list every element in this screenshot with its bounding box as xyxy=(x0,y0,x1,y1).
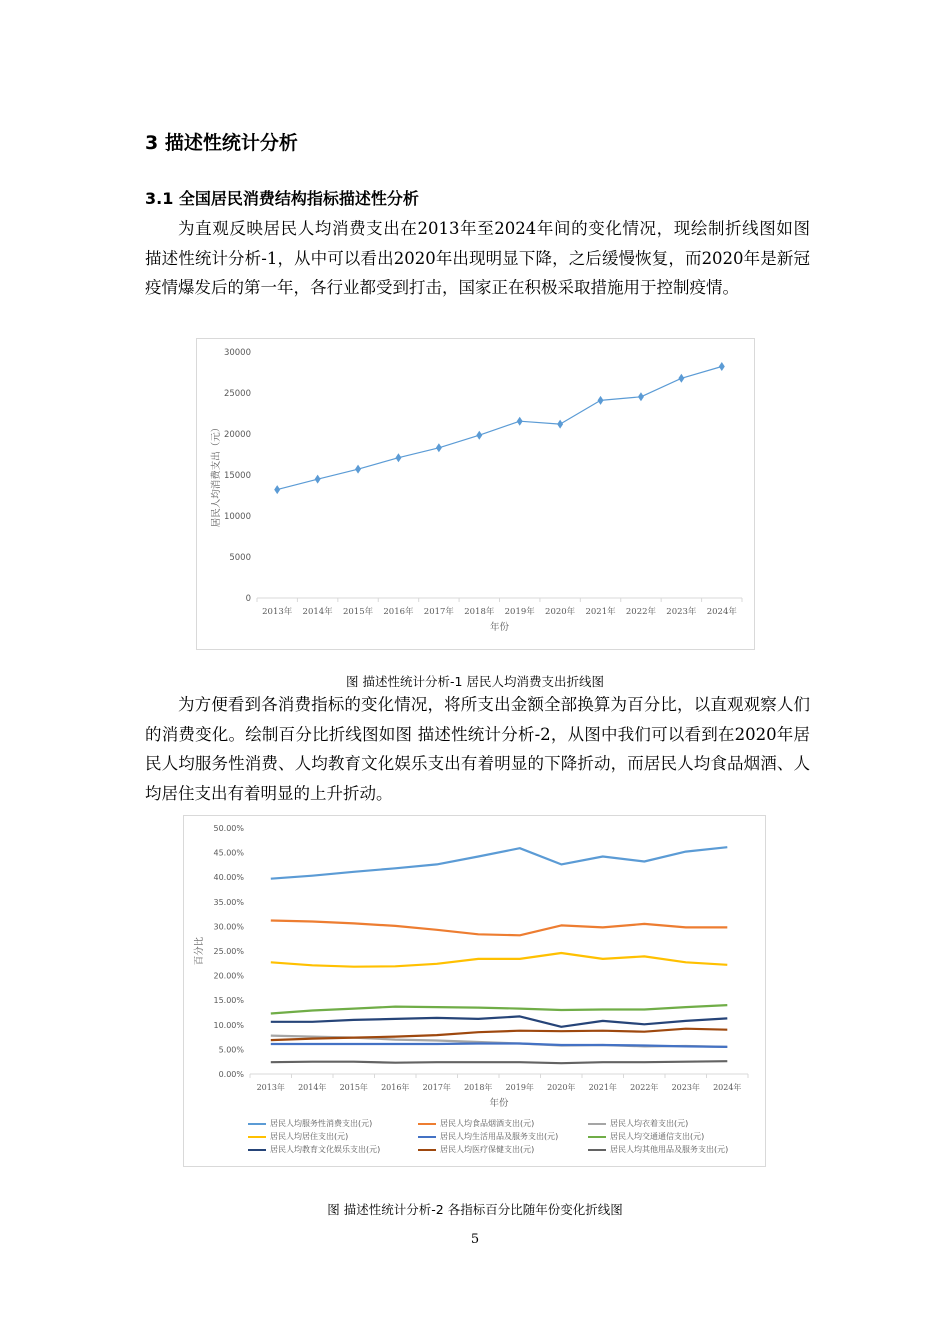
legend-swatch xyxy=(418,1123,436,1125)
x-tick-label: 2022年 xyxy=(630,1083,659,1092)
x-tick-label: 2015年 xyxy=(342,607,374,617)
legend-swatch xyxy=(248,1149,266,1151)
x-tick-label: 2019年 xyxy=(505,1083,534,1092)
x-tick-label: 2022年 xyxy=(625,607,657,617)
data-point xyxy=(719,362,725,371)
y-axis-title: 百分比 xyxy=(194,936,205,966)
x-tick-label: 2017年 xyxy=(422,1083,451,1092)
legend-item xyxy=(248,1118,372,1129)
chart-1-container xyxy=(196,338,755,650)
legend-swatch xyxy=(248,1136,266,1138)
series-line xyxy=(271,1029,728,1040)
y-axis-title: 居民人均消费支出（元） xyxy=(211,422,222,528)
data-point xyxy=(517,417,523,426)
page-number: 5 xyxy=(470,1232,480,1247)
x-axis-title: 年份 xyxy=(489,1098,509,1109)
x-tick-label: 2016年 xyxy=(383,607,414,617)
legend-label: 居民人均教育文化娱乐支出(元) xyxy=(270,1145,381,1154)
legend-label: 居民人均衣着支出(元) xyxy=(610,1119,689,1128)
y-tick-label: 30.00% xyxy=(213,922,244,932)
x-tick-label: 2018年 xyxy=(464,607,495,617)
data-point xyxy=(436,443,442,452)
data-point xyxy=(355,465,361,474)
x-tick-label: 2013年 xyxy=(262,607,293,617)
legend-item xyxy=(418,1131,558,1142)
chart-2-container xyxy=(183,815,766,1167)
legend-item xyxy=(248,1131,348,1142)
legend-item xyxy=(588,1131,704,1142)
x-tick-label: 2014年 xyxy=(298,1083,327,1092)
x-tick-label: 2017年 xyxy=(423,607,454,617)
legend-item xyxy=(248,1144,380,1155)
caption-2: 图 描述性统计分析-2 各指标百分比随年份变化折线图 xyxy=(327,1202,623,1217)
data-point xyxy=(315,475,321,484)
y-tick-label: 0 xyxy=(245,594,251,604)
series-line xyxy=(271,1016,728,1026)
consumption-line-chart xyxy=(197,339,754,649)
data-point xyxy=(274,485,280,494)
x-tick-label: 2014年 xyxy=(302,607,333,617)
y-tick-label: 20000 xyxy=(223,430,251,440)
legend-swatch xyxy=(588,1136,606,1138)
series-line xyxy=(277,367,722,490)
legend-item xyxy=(418,1118,534,1129)
data-point xyxy=(678,374,684,383)
legend-label: 居民人均食品烟酒支出(元) xyxy=(440,1119,535,1128)
data-point xyxy=(598,396,604,405)
legend-swatch xyxy=(248,1123,266,1125)
subsection-title: 3.1 全国居民消费结构指标描述性分析 xyxy=(145,189,419,208)
x-tick-label: 2020年 xyxy=(545,607,576,617)
series-line xyxy=(271,1044,728,1047)
x-tick-label: 2023年 xyxy=(666,607,697,617)
legend-item xyxy=(418,1144,534,1155)
section-title: 3 描述性统计分析 xyxy=(145,132,298,154)
data-point xyxy=(476,431,482,440)
x-tick-label: 2021年 xyxy=(588,1083,617,1092)
series-line xyxy=(271,1061,728,1063)
legend-swatch xyxy=(588,1123,606,1125)
paragraph-1: 为直观反映居民人均消费支出在2013年至2024年间的变化情况，现绘制折线图如图 描述性统计分析-1，从中可以看出2020年出现明显下降，之后缓慢恢复，而2020年是新冠疫情爆发后的第一年，各行业都受到打击，国家正在积极采取措施用于控制疫情。 xyxy=(145,219,810,297)
data-point xyxy=(557,420,563,429)
x-tick-label: 2023年 xyxy=(671,1083,700,1092)
legend-label: 居民人均居住支出(元) xyxy=(270,1132,349,1141)
caption-1: 图 描述性统计分析-1 居民人均消费支出折线图 xyxy=(346,674,604,689)
series-line xyxy=(271,847,728,879)
series-line xyxy=(271,1005,728,1013)
y-tick-label: 40.00% xyxy=(213,873,244,883)
y-tick-label: 5000 xyxy=(229,553,251,563)
series-line xyxy=(271,953,728,967)
percentage-line-chart xyxy=(184,816,765,1116)
legend-swatch xyxy=(418,1136,436,1138)
legend-label: 居民人均服务性消费支出(元) xyxy=(270,1119,373,1128)
x-tick-label: 2020年 xyxy=(547,1083,576,1092)
x-tick-label: 2021年 xyxy=(585,607,616,617)
x-tick-label: 2024年 xyxy=(713,1083,742,1092)
y-tick-label: 50.00% xyxy=(213,824,244,833)
legend-item xyxy=(588,1144,728,1155)
legend-label: 居民人均生活用品及服务支出(元) xyxy=(440,1132,559,1141)
y-tick-label: 35.00% xyxy=(213,897,244,907)
y-tick-label: 20.00% xyxy=(213,971,244,981)
y-tick-label: 25000 xyxy=(223,389,251,399)
paragraph-2: 为方便看到各消费指标的变化情况，将所支出金额全部换算为百分比，以直观观察人们的消费变化。绘制百分比折线图如图 描述性统计分析-2，从图中我们可以看到在2020年居民人均服务性消费、人均教育文化娱乐支出有着明显的下降折动，而居民人均食品烟酒、人均居住支出有着明显的上升折动。 xyxy=(145,695,810,803)
y-tick-label: 15000 xyxy=(223,471,251,481)
y-tick-label: 30000 xyxy=(223,348,251,358)
x-tick-label: 2024年 xyxy=(706,607,737,617)
x-tick-label: 2018年 xyxy=(464,1083,493,1092)
y-tick-label: 15.00% xyxy=(213,996,244,1006)
series-line xyxy=(271,921,728,936)
legend-swatch xyxy=(418,1149,436,1151)
x-tick-label: 2019年 xyxy=(504,607,535,617)
x-tick-label: 2016年 xyxy=(381,1083,410,1092)
y-tick-label: 25.00% xyxy=(213,947,244,956)
y-tick-label: 45.00% xyxy=(213,848,244,858)
x-axis-title: 年份 xyxy=(489,622,510,633)
legend-label: 居民人均其他用品及服务支出(元) xyxy=(610,1145,729,1154)
y-tick-label: 0.00% xyxy=(218,1070,244,1079)
legend-item xyxy=(588,1118,688,1129)
legend-swatch xyxy=(588,1149,606,1151)
y-tick-label: 10000 xyxy=(223,512,251,522)
y-tick-label: 10.00% xyxy=(213,1020,244,1030)
x-tick-label: 2015年 xyxy=(339,1083,368,1092)
data-point xyxy=(395,453,401,462)
legend-label: 居民人均交通通信支出(元) xyxy=(610,1132,705,1141)
data-point xyxy=(638,392,644,401)
legend-label: 居民人均医疗保健支出(元) xyxy=(440,1145,535,1154)
x-tick-label: 2013年 xyxy=(256,1083,285,1092)
y-tick-label: 5.00% xyxy=(218,1045,244,1055)
